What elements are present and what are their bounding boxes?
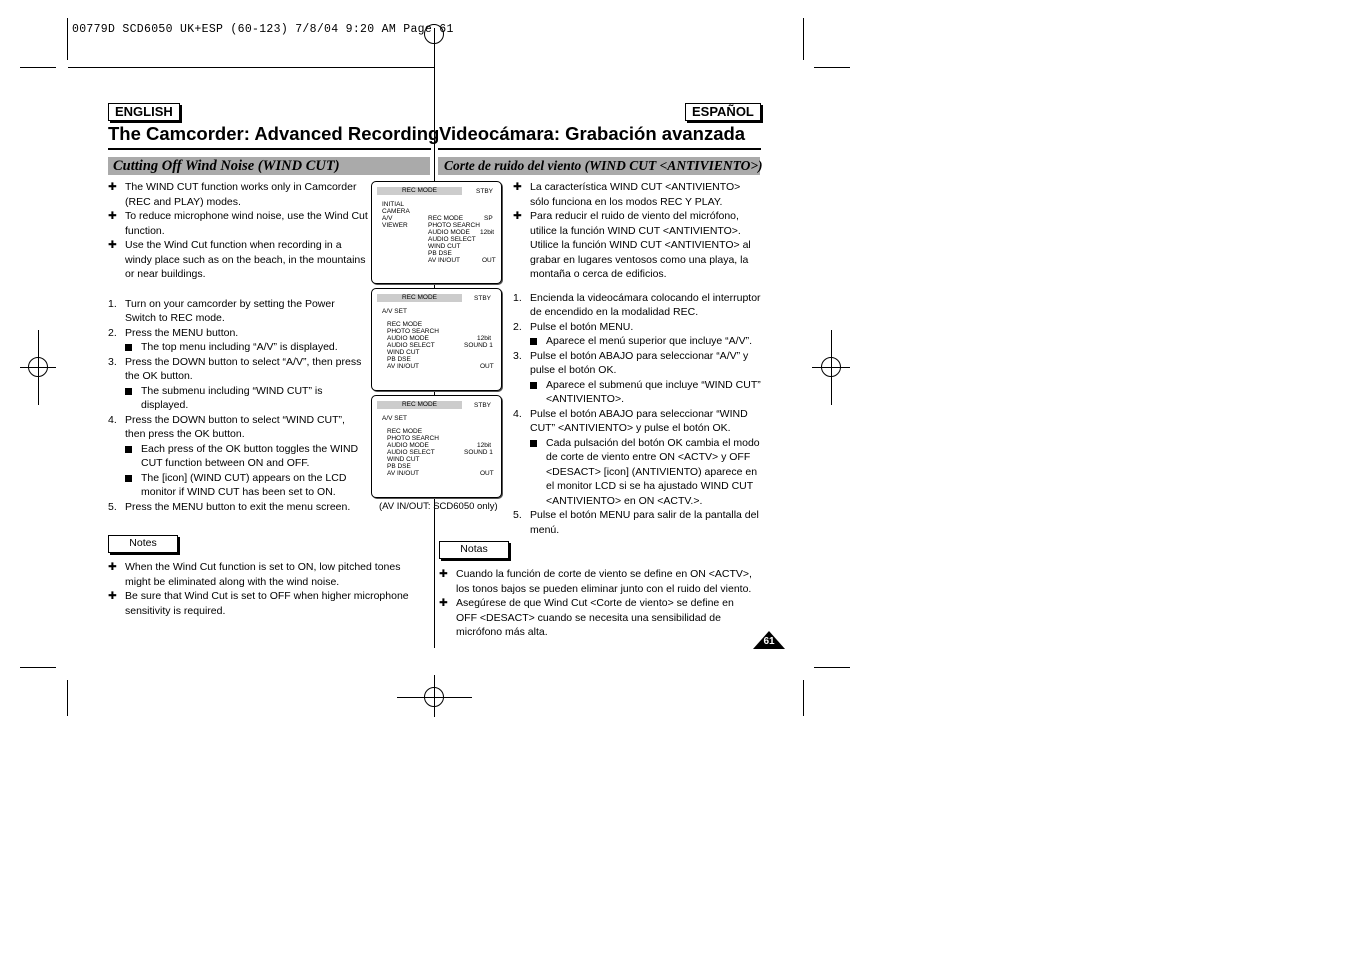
step-item: 2. Pulse el botón MENU. [513, 320, 634, 333]
title-rule [108, 148, 431, 150]
notes-label-spanish: Notas [439, 541, 509, 559]
list-item: ✚ Para reducir el ruido de viento del micrófono, utilice la función WIND CUT <ANTIVIENTO>. Utilice la función WIND CUT <ANTIVIENTO> al grabar en lugares ventosos como una playa, la montaña o cerca de edificios. [513, 210, 751, 280]
cross-bullet-icon: ✚ [108, 590, 117, 602]
list-item: ✚ The WIND CUT function works only in Camcorder (REC and PLAY) modes. [108, 181, 357, 208]
lcd-title: REC MODE [377, 187, 462, 195]
step-subitem: Each press of the OK button toggles the WIND CUT function between ON and OFF. [108, 442, 368, 471]
crop-mark [20, 67, 56, 68]
page-title-english: The Camcorder: Advanced Recording [108, 123, 440, 144]
registration-mark [821, 357, 841, 377]
lcd-status: STBY [474, 295, 491, 302]
note-item: ✚ Asegúrese de que Wind Cut <Corte de viento> se define en OFF <DESACT> cuando se necesita una sensibilidad de micrófono más alta. [439, 597, 734, 638]
intro-list [513, 180, 761, 282]
crop-mark [67, 680, 68, 716]
page-title-espanol: Videocámara: Grabación avanzada [439, 123, 746, 144]
step-item: 1. Turn on your camcorder by setting the Power Switch to REC mode. [108, 297, 335, 324]
print-slug: 00779D SCD6050 UK+ESP (60-123) 7/8/04 9:20 AM Page 61 [72, 23, 454, 36]
lcd-title: REC MODE [377, 401, 462, 409]
notes-label-english: Notes [108, 535, 178, 553]
cross-bullet-icon: ✚ [108, 210, 117, 222]
list-item: ✚ To reduce microphone wind noise, use the Wind Cut function. [108, 210, 368, 237]
cross-bullet-icon: ✚ [513, 181, 522, 193]
crop-mark [803, 18, 804, 60]
spanish-notes [439, 567, 754, 640]
title-rule [438, 148, 761, 150]
steps-list [108, 297, 368, 515]
step-item: 3. Pulse el botón ABAJO para seleccionar “A/V” y pulse el botón OK. [513, 349, 749, 376]
list-item: ✚ Use the Wind Cut function when recording in a windy place such as on the beach, in the mountains or near buildings. [108, 239, 366, 280]
step-item: 3. Press the DOWN button to select “A/V”, then press the OK button. [108, 355, 362, 382]
step-subitem: Aparece el menú superior que incluye “A/V”. [513, 334, 761, 349]
crop-mark [67, 18, 68, 60]
cross-bullet-icon: ✚ [108, 239, 117, 251]
registration-mark [424, 687, 444, 707]
section-title-english: Cutting Off Wind Noise (WIND CUT) [113, 158, 340, 174]
cross-bullet-icon: ✚ [439, 597, 448, 609]
lcd-status: STBY [474, 402, 491, 409]
crop-mark [20, 667, 56, 668]
note-item: ✚ When the Wind Cut function is set to ON, low pitched tones might be eliminated along with the wind noise. [108, 561, 401, 588]
figure-caption: (AV IN/OUT: SCD6050 only) [379, 501, 498, 512]
language-label-espanol: ESPAÑOL [685, 103, 761, 121]
step-item: 5. Pulse el botón MENU para salir de la pantalla del menú. [513, 509, 759, 536]
crop-mark [68, 67, 434, 68]
list-item: ✚ La característica WIND CUT <ANTIVIENTO> sólo funciona en los modos REC Y PLAY. [513, 181, 741, 208]
square-bullet-icon [125, 344, 132, 351]
step-item: 5. Press the MENU button to exit the menu screen. [108, 500, 351, 513]
step-subitem: The top menu including “A/V” is displayed. [108, 340, 368, 355]
note-item: ✚ Cuando la función de corte de viento se define en ON <ACTV>, los tonos bajos se pueden eliminar junto con el ruido del viento. [439, 568, 752, 595]
step-item: 4. Pulse el botón ABAJO para seleccionar “WIND CUT” <ANTIVIENTO> y pulse el botón OK. [513, 407, 748, 434]
step-item: 4. Press the DOWN button to select “WIND CUT”, then press the OK button. [108, 413, 345, 440]
intro-list [108, 180, 368, 282]
cross-bullet-icon: ✚ [108, 561, 117, 573]
page-number: 61 [763, 636, 775, 647]
step-item: 1. Encienda la videocámara colocando el interruptor de encendido en la modalidad REC. [513, 291, 761, 318]
crop-mark [803, 680, 804, 716]
lcd-title: REC MODE [377, 294, 462, 302]
square-bullet-icon [125, 388, 132, 395]
lcd-screen-wind-cut: REC MODE STBY A/V SET REC MODE PHOTO SEARCH AUDIO MODE 12bit AUDIO SELECT SOUND 1 WIND CUT PB DSE AV IN/OUT OUT [371, 395, 502, 498]
square-bullet-icon [530, 440, 537, 447]
cross-bullet-icon: ✚ [108, 181, 117, 193]
square-bullet-icon [125, 446, 132, 453]
step-subitem: The [icon] (WIND CUT) appears on the LCD monitor if WIND CUT has been set to ON. [108, 471, 368, 500]
cross-bullet-icon: ✚ [439, 568, 448, 580]
lcd-screen-av-submenu: REC MODE STBY A/V SET REC MODE PHOTO SEARCH AUDIO MODE 12bit AUDIO SELECT SOUND 1 WIND CUT PB DSE AV IN/OUT OUT [371, 288, 502, 391]
spanish-content [513, 180, 761, 537]
crop-mark [814, 67, 850, 68]
step-subitem: Cada pulsación del botón OK cambia el modo de corte de viento entre ON <ACTV> y OFF <DESACT> [icon] (ANTIVIENTO) aparece en el monitor LCD si se ha ajustado WIND CUT <ANTIVIENTO> en ON <ACTV.>. [513, 436, 761, 509]
registration-mark [28, 357, 48, 377]
lcd-status: STBY [476, 188, 493, 195]
cross-bullet-icon: ✚ [513, 210, 522, 222]
section-title-espanol: Corte de ruido del viento (WIND CUT <ANTIVIENTO>) [444, 158, 763, 173]
crop-mark [814, 667, 850, 668]
language-label-english: ENGLISH [108, 103, 180, 121]
lcd-screen-top-menu: REC MODE STBY INITIAL CAMERA A/V VIEWER REC MODE SP PHOTO SEARCH AUDIO MODE 12bit AUDIO SELECT WIND CUT PB DSE AV IN/OUT OUT [371, 181, 502, 284]
step-subitem: The submenu including “WIND CUT” is displayed. [108, 384, 368, 413]
step-item: 2. Press the MENU button. [108, 326, 239, 339]
square-bullet-icon [530, 382, 537, 389]
square-bullet-icon [530, 338, 537, 345]
english-notes [108, 560, 426, 618]
step-subitem: Aparece el submenú que incluye “WIND CUT” <ANTIVIENTO>. [513, 378, 761, 407]
english-content [108, 180, 368, 514]
square-bullet-icon [125, 475, 132, 482]
steps-list [513, 291, 761, 538]
note-item: ✚ Be sure that Wind Cut is set to OFF when higher microphone sensitivity is required. [108, 590, 409, 617]
